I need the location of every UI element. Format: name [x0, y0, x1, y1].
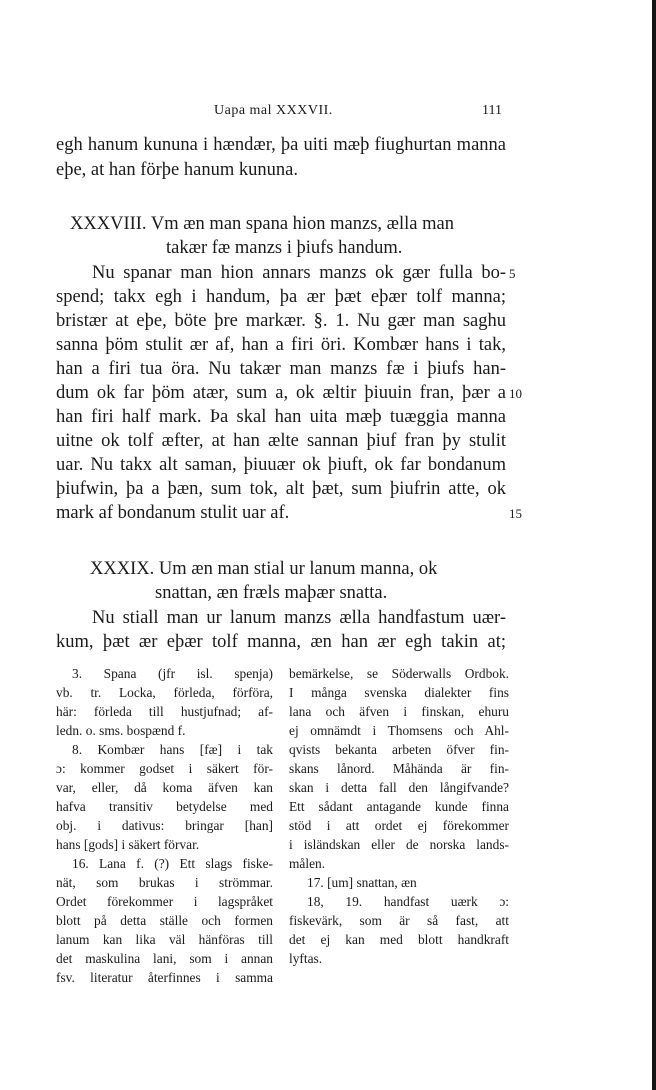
scan-page-edge: [652, 0, 656, 1090]
footnote-line: skans lånord. Måhända är fin-: [289, 761, 509, 776]
footnote-line: målen.: [289, 856, 326, 871]
footnote-line: hans [gods] i säkert förvar.: [56, 837, 200, 852]
footnote-line: ledn. o. sms. bospænd f.: [56, 723, 186, 738]
margin-line-number: 15: [509, 506, 522, 521]
body-line: þiufwin, þa a þæn, sum tok, alt þæt, sum þiufrin atte, ok: [56, 479, 506, 499]
body-line: eþe, at han förþe hanum kununa.: [56, 160, 298, 180]
footnote-line: I många svenska dialekter fins: [289, 685, 509, 700]
footnote-line: 18, 19. handfast uærk ɔ:: [307, 894, 509, 909]
footnote-line: lana och äfven i finskan, ehuru: [289, 704, 509, 719]
footnote-line: vb. tr. Locka, förleda, förföra,: [56, 685, 273, 700]
body-line: dum ok far þöm atær, sum a, ok æltir þiuuin fran, þær a: [56, 383, 506, 403]
footnote-line: blott på detta ställe och formen: [56, 913, 273, 928]
margin-line-number: 10: [509, 386, 522, 401]
footnote-line: det maskulina lani, som i annan: [56, 951, 273, 966]
footnote-line: hafva transitiv betydelse med: [56, 799, 273, 814]
section-heading: XXXVIII. Vm æn man spana hion manzs, ælla man: [70, 214, 454, 234]
footnote-line: det ej kan med blott handkraft: [289, 932, 509, 947]
margin-line-number: 5: [509, 266, 516, 281]
section-heading-continued: snattan, æn fræls maþær snatta.: [155, 583, 388, 603]
footnote-line: var, eller, då koma äfven kan: [56, 780, 273, 795]
footnote-line: ɔ: kommer godset i säkert för-: [56, 761, 273, 776]
footnote-line: Ett sådant antagande kunde finna: [289, 799, 509, 814]
page-number: 111: [482, 103, 502, 118]
footnote-line: fiskevärk, som är så fast, att: [289, 913, 509, 928]
footnote-line: lyftas.: [289, 951, 323, 966]
running-title: Uapa mal XXXVII.: [214, 103, 333, 118]
footnote-line: nät, som brukas i strömmar.: [56, 875, 273, 890]
footnote-line: fsv. literatur återfinnes i samma: [56, 970, 273, 985]
body-line: sanna þöm stulit ær af, han a firi öri. Kombær hans i tak,: [56, 335, 506, 355]
body-line: spend; takx egh i handum, þa ær þæt eþær tolf manna;: [56, 287, 506, 307]
footnote-line: 16. Lana f. (?) Ett slags fiske-: [72, 856, 273, 871]
footnote-line: obj. i dativus: bringar [han]: [56, 818, 273, 833]
footnote-line: 17. [um] snattan, æn: [307, 875, 417, 890]
footnote-line: här: förleda till hustjufnad; af-: [56, 704, 273, 719]
body-line: uar. Nu takx alt saman, þiuuær ok þiuft, ok far bondanum: [56, 455, 506, 475]
footnote-line: 3. Spana (jfr isl. spenja): [72, 666, 273, 681]
body-line: mark af bondanum stulit uar af.: [56, 503, 290, 523]
footnote-line: qvists bekanta arbeten öfver fin-: [289, 742, 509, 757]
footnote-line: bemärkelse, se Söderwalls Ordbok.: [289, 666, 509, 681]
body-line: egh hanum kununa i hændær, þa uiti mæþ fiughurtan manna: [56, 135, 506, 155]
footnote-line: ej omnämdt i Thomsens och Ahl-: [289, 723, 509, 738]
section-heading: XXXIX. Um æn man stial ur lanum manna, ok: [90, 559, 438, 579]
footnote-line: 8. Kombær hans [fæ] i tak: [72, 742, 273, 757]
footnote-line: i isländskan eller de norska lands-: [289, 837, 509, 852]
body-line: han firi half mark. Þa skal han uita mæþ tuæggia manna: [56, 407, 506, 427]
page-header: [0, 103, 656, 123]
body-line: bristær at eþe, böte þre markær. §. 1. Nu gær man saghu: [56, 311, 506, 331]
body-line: Nu spanar man hion annars manzs ok gær fulla bo-: [92, 263, 506, 283]
body-line: kum, þæt ær eþær tolf manna, æn han ær egh takin at;: [56, 632, 506, 652]
section-heading-continued: takær fæ manzs i þiufs handum.: [166, 238, 403, 258]
footnote-line: Ordet förekommer i lagspråket: [56, 894, 273, 909]
footnote-line: lanum kan lika väl hänföras till: [56, 932, 273, 947]
body-line: uitne ok tolf æfter, at han ælte sannan þiuf fran þy stulit: [56, 431, 506, 451]
body-line: han a firi tua öra. Nu takær man manzs fæ i þiufs han-: [56, 359, 506, 379]
footnote-line: stöd i att ordet ej förekommer: [289, 818, 509, 833]
body-line: Nu stiall man ur lanum manzs ælla handfastum uær-: [92, 608, 506, 628]
footnote-line: skan i detta fall den långifvande?: [289, 780, 509, 795]
